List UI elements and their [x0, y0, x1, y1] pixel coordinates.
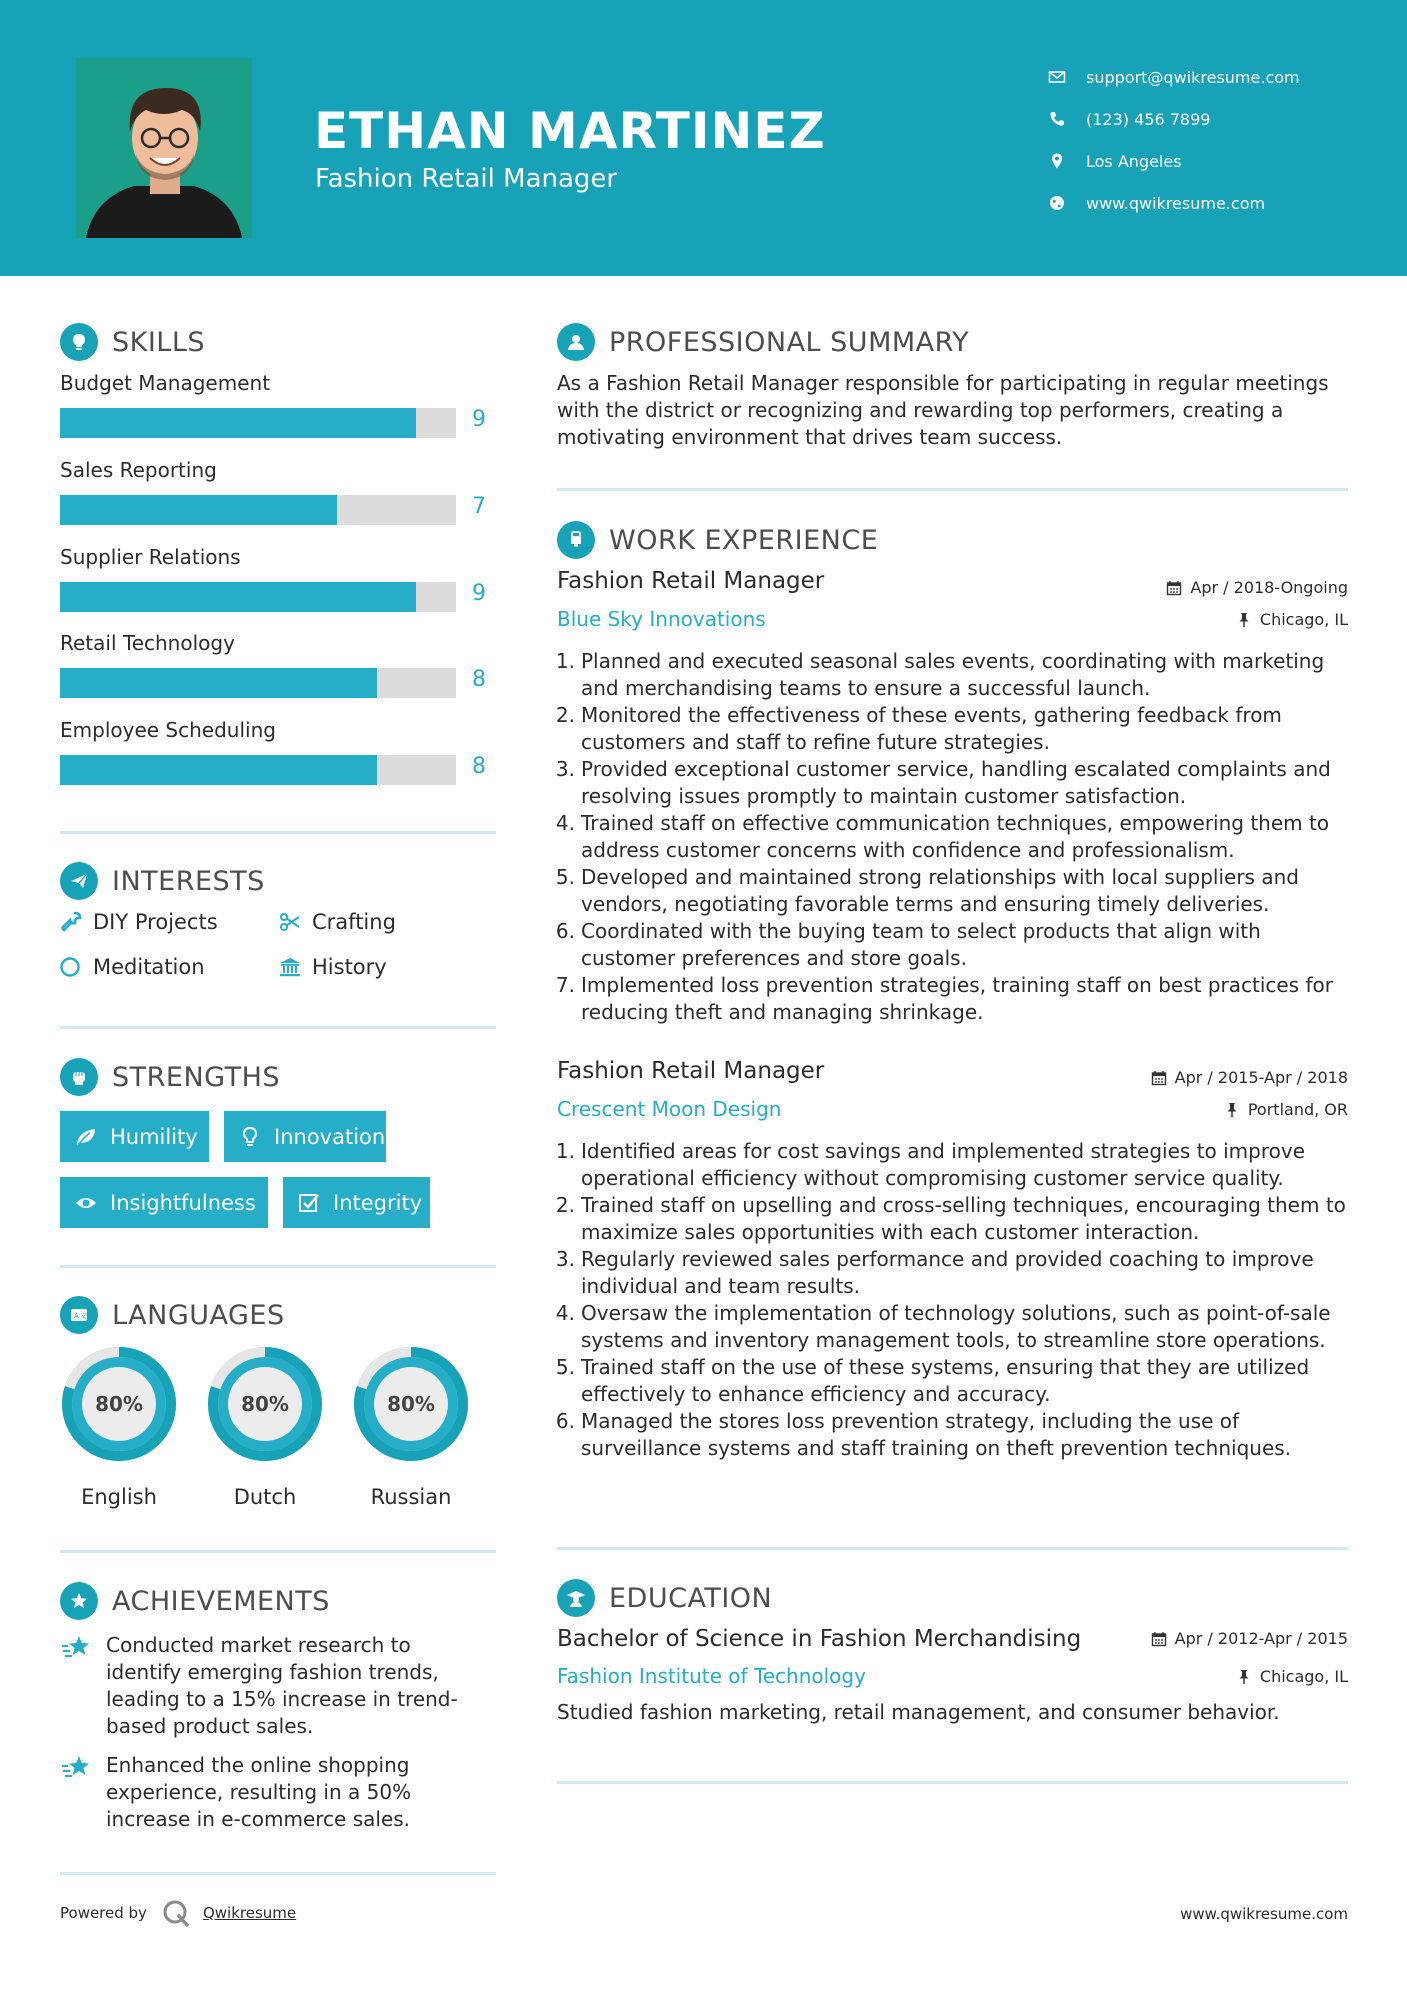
achievements-heading — [60, 1582, 330, 1620]
museum-icon — [278, 955, 302, 979]
shooting-star-icon — [60, 1754, 92, 1782]
duty-text: Regularly reviewed sales performance and provided coaching to improve individual and team results. — [581, 1247, 1314, 1298]
language-ring — [204, 1343, 326, 1465]
strengths-heading — [60, 1058, 280, 1096]
user-section-icon — [557, 323, 595, 361]
leaf-icon — [74, 1125, 98, 1149]
fist-section-icon — [60, 1058, 98, 1096]
wrench-icon — [59, 910, 83, 934]
skill-bar-track — [60, 582, 456, 612]
contact-phone-text: (123) 456 7899 — [1086, 109, 1211, 129]
skill-item — [60, 458, 496, 519]
list-item: 7. Implemented loss prevention strategies, training staff on best practices for reducing theft and managing shrinkage. — [549, 972, 1361, 1026]
candidate-title: Fashion Retail Manager — [315, 164, 618, 194]
map-pin-icon — [1048, 152, 1066, 170]
education-heading — [557, 1579, 772, 1617]
skill-value: 8 — [472, 754, 486, 779]
contact-website[interactable] — [1048, 182, 1300, 224]
job-location — [1236, 610, 1348, 629]
duty-text: Trained staff on upselling and cross-selling techniques, encouraging them to maximize sales opportunities with each customer interaction. — [581, 1193, 1346, 1244]
language-name: Russian — [370, 1485, 452, 1509]
lightbulb-icon — [238, 1125, 262, 1149]
pushpin-icon — [1236, 612, 1252, 628]
duty-text: Coordinated with the buying team to select products that align with customer preferences and store goals. — [581, 919, 1261, 970]
languages-title: LANGUAGES — [112, 1299, 285, 1331]
list-item: 1. Identified areas for cost savings and implemented strategies to improve operational efficiency without compromising customer service quality. — [549, 1138, 1361, 1192]
list-item: 4. Oversaw the implementation of technology solutions, such as point-of-sale systems and inventory management tools, to streamline store operations. — [549, 1300, 1361, 1354]
interest-label: DIY Projects — [93, 910, 218, 934]
language-percent: 80% — [387, 1392, 435, 1416]
lightbulb-section-icon — [60, 323, 98, 361]
job-location-text: Portland, OR — [1247, 1100, 1348, 1119]
summary-title: PROFESSIONAL SUMMARY — [609, 326, 970, 358]
education-title: EDUCATION — [609, 1582, 773, 1614]
duty-text: Trained staff on effective communication techniques, empowering them to address customer concerns with confidence and professionalism. — [581, 811, 1330, 862]
calendar-icon — [1151, 1070, 1167, 1086]
skills-heading — [60, 323, 205, 361]
resume-header — [0, 0, 1407, 276]
duty-text: Provided exceptional customer service, handling escalated complaints and resolving issues promptly to maintain customer satisfaction. — [581, 757, 1331, 808]
job-dates-text: Apr / 2015-Apr / 2018 — [1174, 1068, 1348, 1087]
list-item: 1. Planned and executed seasonal sales events, coordinating with marketing and merchandising teams to ensure a successful launch. — [549, 648, 1361, 702]
paper-plane-section-icon — [60, 862, 98, 900]
eye-icon — [74, 1191, 98, 1215]
contact-website-text: www.qwikresume.com — [1086, 193, 1266, 213]
duty-text: Developed and maintained strong relationships with local suppliers and vendors, negotiating favorable terms and ensuring timely deliveries. — [581, 865, 1299, 916]
skill-label: Employee Scheduling — [60, 718, 276, 742]
language-ring — [58, 1343, 180, 1465]
list-item: 2. Trained staff on upselling and cross-selling techniques, encouraging them to maximize sales opportunities with each customer interaction. — [549, 1192, 1361, 1246]
skill-bar-fill — [60, 582, 416, 612]
contact-location — [1048, 140, 1300, 182]
job-location — [1224, 1100, 1348, 1119]
job-location-text: Chicago, IL — [1259, 610, 1348, 629]
list-item: 4. Trained staff on effective communication techniques, empowering them to address customer concerns with confidence and professionalism. — [549, 810, 1361, 864]
experience-heading — [557, 521, 878, 559]
strength-label: Integrity — [333, 1190, 423, 1215]
section-divider — [60, 1265, 496, 1268]
strength-label: Innovation — [274, 1124, 386, 1149]
list-item: 5. Developed and maintained strong relationships with local suppliers and vendors, negotiating favorable terms and ensuring timely deliveries. — [549, 864, 1361, 918]
interests-title: INTERESTS — [112, 865, 265, 897]
duty-text: Implemented loss prevention strategies, training staff on best practices for reducing theft and managing shrinkage. — [581, 973, 1333, 1024]
skill-bar-fill — [60, 495, 337, 525]
achievement-item — [60, 1632, 490, 1740]
interests-heading — [60, 862, 265, 900]
qwikresume-logo-icon — [161, 1898, 191, 1928]
translate-section-icon — [60, 1296, 98, 1334]
job-duties-list — [549, 1138, 1361, 1462]
briefcase-section-icon — [557, 521, 595, 559]
contact-info — [1048, 56, 1300, 224]
section-divider — [60, 1872, 496, 1875]
candidate-name: ETHAN MARTINEZ — [314, 102, 826, 160]
language-ring — [350, 1343, 472, 1465]
contact-email-text: support@qwikresume.com — [1086, 67, 1300, 87]
section-divider — [557, 488, 1348, 491]
skill-bar-track — [60, 668, 456, 698]
powered-by — [60, 1898, 296, 1928]
job-title: Fashion Retail Manager — [557, 568, 825, 594]
skill-bar-fill — [60, 668, 377, 698]
calendar-icon — [1151, 1631, 1167, 1647]
interest-item — [278, 955, 387, 979]
envelope-icon — [1048, 68, 1066, 86]
skill-value: 9 — [472, 581, 486, 606]
strength-badge — [60, 1177, 268, 1228]
skills-title: SKILLS — [112, 326, 206, 358]
education-location — [1236, 1667, 1348, 1686]
list-item: 6. Coordinated with the buying team to select products that align with customer preferences and store goals. — [549, 918, 1361, 972]
star-badge-section-icon — [60, 1582, 98, 1620]
footer-website[interactable]: www.qwikresume.com — [1180, 1905, 1348, 1923]
job-dates — [1166, 578, 1348, 597]
graduate-section-icon — [557, 1579, 595, 1617]
language-percent: 80% — [241, 1392, 289, 1416]
job-dates — [1151, 1068, 1348, 1087]
interest-label: History — [312, 955, 387, 979]
profile-photo — [76, 58, 252, 238]
pushpin-icon — [1224, 1102, 1240, 1118]
list-item: 2. Monitored the effectiveness of these events, gathering feedback from customers and staff to refine future strategies. — [549, 702, 1361, 756]
language-name: Dutch — [233, 1485, 297, 1509]
skill-bar-fill — [60, 408, 416, 438]
duty-text: Monitored the effectiveness of these events, gathering feedback from customers and staff to refine future strategies. — [581, 703, 1282, 754]
interest-label: Crafting — [312, 910, 396, 934]
strengths-title: STRENGTHS — [112, 1061, 281, 1093]
language-item — [204, 1343, 326, 1509]
section-divider — [60, 831, 496, 834]
list-item: 6. Managed the stores loss prevention strategy, including the use of surveillance systems and staff training on theft prevention techniques. — [549, 1408, 1361, 1462]
skill-label: Retail Technology — [60, 631, 235, 655]
education-description: Studied fashion marketing, retail management, and consumer behavior. — [557, 1700, 1280, 1724]
school-name: Fashion Institute of Technology — [557, 1664, 866, 1688]
achievement-text: Enhanced the online shopping experience, resulting in a 50% increase in e-commerce sales. — [106, 1753, 412, 1831]
skill-label: Supplier Relations — [60, 545, 241, 569]
contact-phone[interactable] — [1048, 98, 1300, 140]
duty-text: Oversaw the implementation of technology solutions, such as point-of-sale systems and inventory management tools, to streamline store operations. — [581, 1301, 1331, 1352]
achievements-title: ACHIEVEMENTS — [112, 1585, 330, 1617]
section-divider — [557, 1547, 1348, 1550]
education-dates — [1151, 1629, 1348, 1648]
globe-icon — [1048, 194, 1066, 212]
section-divider — [60, 1026, 496, 1029]
skill-value: 9 — [472, 407, 486, 432]
interest-item — [278, 910, 396, 934]
contact-email[interactable] — [1048, 56, 1300, 98]
section-divider — [557, 1781, 1348, 1784]
duty-text: Trained staff on the use of these systems, ensuring that they are utilized effectively to enhance efficiency and accuracy. — [581, 1355, 1310, 1406]
job-dates-text: Apr / 2018-Ongoing — [1190, 578, 1348, 597]
brand-link[interactable]: Qwikresume — [202, 1904, 297, 1922]
degree-title: Bachelor of Science in Fashion Merchandising — [557, 1626, 1082, 1652]
list-item: 5. Trained staff on the use of these systems, ensuring that they are utilized effectively to enhance efficiency and accuracy. — [549, 1354, 1361, 1408]
pushpin-icon — [1236, 1669, 1252, 1685]
skill-bar-fill — [60, 755, 377, 785]
check-square-icon — [297, 1191, 321, 1215]
shooting-star-icon — [60, 1634, 92, 1662]
achievement-item — [60, 1752, 490, 1833]
strength-badge — [60, 1111, 209, 1162]
education-location-text: Chicago, IL — [1259, 1667, 1348, 1686]
calendar-icon — [1166, 580, 1182, 596]
company-name: Blue Sky Innovations — [557, 607, 766, 631]
scissors-icon — [278, 910, 302, 934]
summary-text: As a Fashion Retail Manager responsible for participating in regular meetings with the district or recognizing and rewarding top performers, creating a motivating environment that drives team success. — [557, 371, 1329, 449]
summary-heading — [557, 323, 969, 361]
strength-badge — [283, 1177, 430, 1228]
achievement-text: Conducted market research to identify emerging fashion trends, leading to a 15% increase in trend-based product sales. — [106, 1633, 458, 1738]
job-title: Fashion Retail Manager — [557, 1058, 825, 1084]
skill-value: 8 — [472, 667, 486, 692]
interest-label: Meditation — [93, 955, 205, 979]
education-dates-text: Apr / 2012-Apr / 2015 — [1174, 1629, 1348, 1648]
skill-item — [60, 718, 496, 779]
language-item — [350, 1343, 472, 1509]
duty-text: Planned and executed seasonal sales events, coordinating with marketing and merchandising teams to ensure a successful launch. — [581, 649, 1325, 700]
job-duties-list — [549, 648, 1361, 1026]
duty-text: Managed the stores loss prevention strategy, including the use of surveillance systems and staff training on theft prevention techniques. — [581, 1409, 1292, 1460]
skill-item — [60, 631, 496, 692]
strength-label: Humility — [110, 1124, 198, 1149]
skill-label: Sales Reporting — [60, 458, 217, 482]
language-name: English — [81, 1485, 157, 1509]
skill-item — [60, 371, 496, 432]
company-name: Crescent Moon Design — [557, 1097, 782, 1121]
skill-bar-track — [60, 755, 456, 785]
skill-item — [60, 545, 496, 606]
circle-icon — [59, 955, 83, 979]
duty-text: Identified areas for cost savings and implemented strategies to improve operational efficiency without compromising customer service quality. — [581, 1139, 1306, 1190]
strength-label: Insightfulness — [110, 1190, 256, 1215]
languages-heading — [60, 1296, 285, 1334]
powered-by-label: Powered by — [60, 1904, 147, 1922]
svg-text:A: A — [74, 1312, 79, 1320]
language-percent: 80% — [95, 1392, 143, 1416]
avatar — [76, 58, 252, 238]
skill-bar-track — [60, 495, 456, 525]
phone-icon — [1048, 110, 1066, 128]
language-item — [58, 1343, 180, 1509]
svg-text:文: 文 — [80, 1312, 87, 1320]
strength-badge — [224, 1111, 386, 1162]
skill-bar-track — [60, 408, 456, 438]
experience-title: WORK EXPERIENCE — [609, 524, 879, 556]
list-item: 3. Provided exceptional customer service, handling escalated complaints and resolving issues promptly to maintain customer satisfaction. — [549, 756, 1361, 810]
interest-item — [59, 955, 205, 979]
section-divider — [60, 1550, 496, 1553]
skill-value: 7 — [472, 494, 486, 519]
list-item: 3. Regularly reviewed sales performance and provided coaching to improve individual and team results. — [549, 1246, 1361, 1300]
contact-location-text: Los Angeles — [1086, 151, 1182, 171]
interest-item — [59, 910, 218, 934]
skill-label: Budget Management — [60, 371, 271, 395]
